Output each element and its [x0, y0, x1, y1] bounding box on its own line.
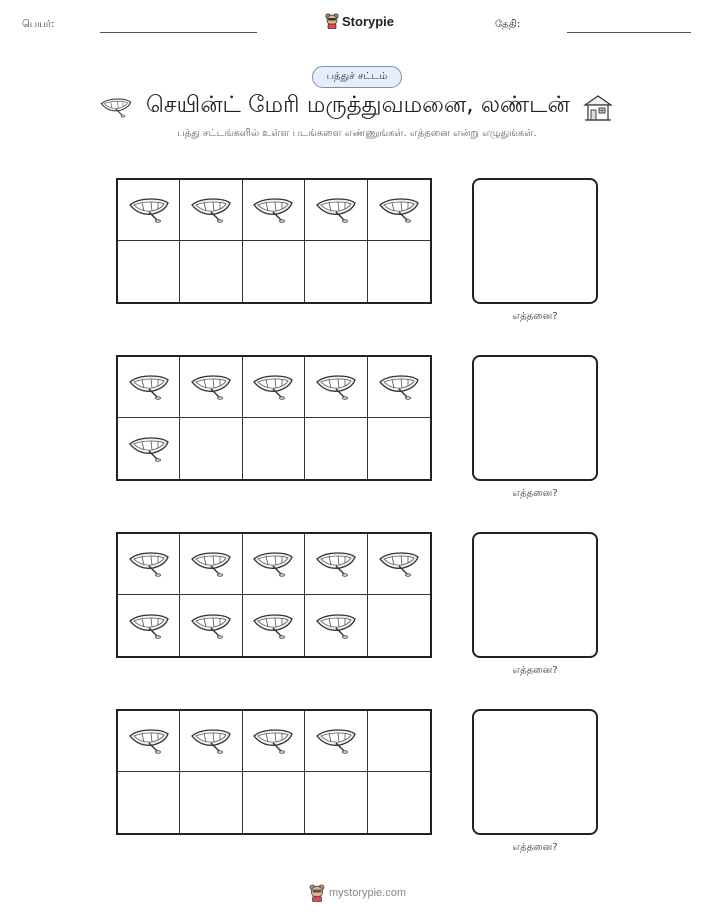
worksheet-type-badge: பத்துச் சட்டம் [312, 66, 402, 88]
frame-cell [305, 357, 367, 418]
page-title: செயின்ட் மேரி மருத்துவமனை, லண்டன் [146, 92, 570, 118]
frame-cell [118, 534, 180, 595]
frame-cell [180, 711, 242, 772]
frame-cell [305, 241, 367, 302]
frame-cell [243, 357, 305, 418]
footer-url: mystorypie.com [329, 887, 407, 899]
storypie-mascot-icon [309, 884, 325, 902]
ten-frame [116, 355, 432, 481]
frame-cell [180, 772, 242, 833]
boat-icon [127, 609, 171, 643]
boat-icon [127, 370, 171, 404]
boat-icon [377, 547, 421, 581]
boat-icon [314, 193, 358, 227]
answer-box[interactable] [472, 532, 598, 658]
name-field-line[interactable] [100, 32, 257, 33]
frame-cell [243, 180, 305, 241]
frame-cell [305, 595, 367, 656]
boat-icon [251, 193, 295, 227]
boat-icon [127, 193, 171, 227]
storypie-mascot-icon [325, 13, 339, 29]
boat-icon [189, 370, 233, 404]
boat-icon [377, 370, 421, 404]
date-label: தேதி: [495, 19, 521, 30]
boat-icon [127, 547, 171, 581]
frame-cell [243, 534, 305, 595]
frame-cell [368, 772, 430, 833]
how-many-label: எத்தனை? [512, 488, 558, 499]
frame-cell [180, 180, 242, 241]
boat-icon [99, 94, 133, 122]
boat-icon [127, 724, 171, 758]
frame-cell [305, 711, 367, 772]
brand-logo [325, 13, 394, 29]
frame-cell [180, 241, 242, 302]
frame-cell [368, 595, 430, 656]
boat-icon [251, 370, 295, 404]
frame-cell [368, 241, 430, 302]
frame-cell [368, 534, 430, 595]
instructions-text: பத்து சட்டங்களில் உள்ள படங்களை எண்ணுங்கள். எத்தனை என்று எழுதுங்கள். [177, 128, 537, 139]
frame-cell [368, 711, 430, 772]
boat-icon [314, 724, 358, 758]
frame-cell [118, 180, 180, 241]
frame-cell [118, 595, 180, 656]
frame-cell [243, 711, 305, 772]
brand-name: Storypie [342, 13, 395, 29]
date-field-line[interactable] [567, 32, 691, 33]
boat-icon [251, 547, 295, 581]
frame-cell [305, 534, 367, 595]
ten-frame [116, 532, 432, 658]
frame-cell [180, 595, 242, 656]
house-icon [583, 94, 613, 126]
name-label: பெயர்: [22, 19, 55, 30]
frame-cell [368, 418, 430, 479]
boat-icon [251, 724, 295, 758]
footer [309, 884, 406, 902]
frame-cell [368, 180, 430, 241]
boat-icon [189, 609, 233, 643]
frame-cell [243, 772, 305, 833]
frame-cell [243, 595, 305, 656]
frame-cell [118, 418, 180, 479]
frame-cell [305, 180, 367, 241]
boat-icon [251, 609, 295, 643]
frame-cell [118, 357, 180, 418]
how-many-label: எத்தனை? [512, 665, 558, 676]
how-many-label: எத்தனை? [512, 842, 558, 853]
frame-cell [180, 534, 242, 595]
frame-cell [180, 357, 242, 418]
boat-icon [314, 547, 358, 581]
frame-cell [243, 418, 305, 479]
frame-cell [118, 711, 180, 772]
ten-frame [116, 709, 432, 835]
boat-icon [189, 193, 233, 227]
answer-box[interactable] [472, 355, 598, 481]
answer-box[interactable] [472, 178, 598, 304]
frame-cell [118, 241, 180, 302]
boat-icon [127, 432, 171, 466]
frame-cell [368, 357, 430, 418]
frame-cell [118, 772, 180, 833]
boat-icon [314, 370, 358, 404]
frame-cell [305, 772, 367, 833]
boat-icon [377, 193, 421, 227]
frame-cell [180, 418, 242, 479]
ten-frame [116, 178, 432, 304]
frame-cell [243, 241, 305, 302]
answer-box[interactable] [472, 709, 598, 835]
boat-icon [189, 724, 233, 758]
boat-icon [314, 609, 358, 643]
boat-icon [189, 547, 233, 581]
frame-cell [305, 418, 367, 479]
how-many-label: எத்தனை? [512, 311, 558, 322]
